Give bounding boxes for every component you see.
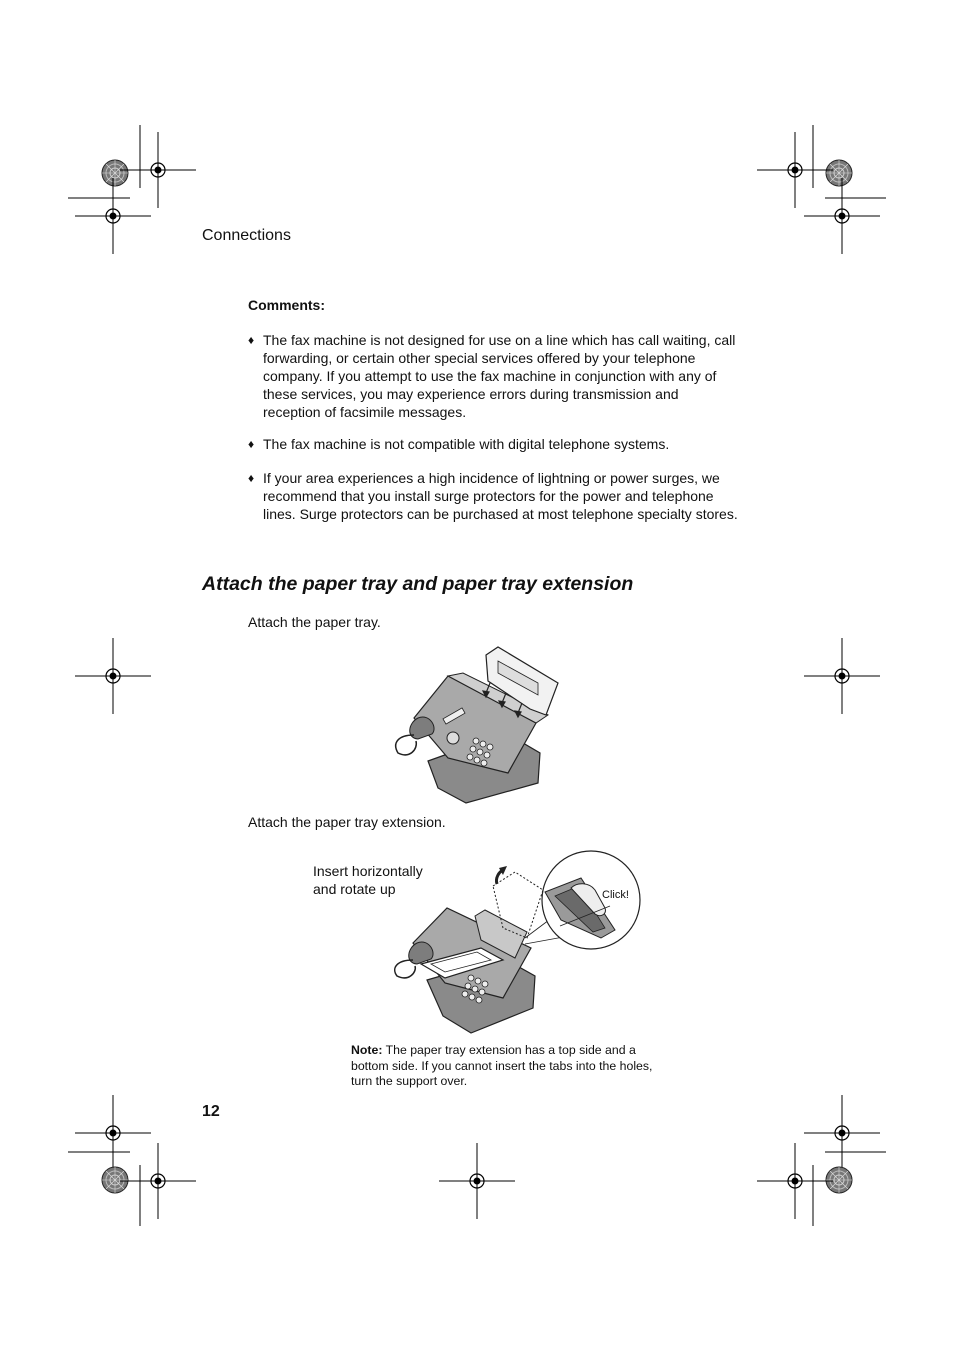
callout-line: and rotate up bbox=[313, 881, 396, 897]
comment-item bbox=[248, 435, 738, 453]
step-attach-extension: Attach the paper tray extension. bbox=[248, 814, 446, 830]
comments-heading: Comments: bbox=[248, 297, 326, 313]
fax-paper-tray-illustration bbox=[388, 643, 568, 808]
fax-tray-extension-illustration bbox=[385, 848, 645, 1038]
page-header-title: Connections bbox=[202, 227, 291, 244]
diamond-bullet-icon: ♦ bbox=[248, 471, 255, 485]
click-label: Click! bbox=[602, 889, 629, 901]
callout-line: Insert horizontally bbox=[313, 863, 423, 879]
section-title: Attach the paper tray and paper tray extension bbox=[202, 573, 634, 595]
comment-text: If your area experiences a high incidence of lightning or power surges, we recommend that you install surge protectors for the power and telephone lines. Surge protectors can be purchased at most telephone specialty stores. bbox=[263, 470, 738, 522]
diamond-bullet-icon: ♦ bbox=[248, 333, 255, 347]
comment-item bbox=[248, 469, 738, 523]
page-number: 12 bbox=[202, 1103, 220, 1120]
comment-text: The fax machine is not compatible with digital telephone systems. bbox=[263, 436, 670, 452]
note-label: Note: bbox=[351, 1043, 383, 1057]
diamond-bullet-icon: ♦ bbox=[248, 437, 255, 451]
note-block bbox=[351, 1043, 661, 1090]
comment-item bbox=[248, 331, 738, 421]
note-text: The paper tray extension has a top side and a bottom side. If you cannot insert the tabs into the holes, turn the support over. bbox=[351, 1043, 653, 1088]
comment-text: The fax machine is not designed for use on a line which has call waiting, call forwarding, or certain other special services offered by your telephone company. If you attempt to use the fax machine in conjunction with any of these services, you may experience errors during transmission and reception of facsimile messages. bbox=[263, 332, 736, 420]
step-attach-tray: Attach the paper tray. bbox=[248, 614, 381, 630]
